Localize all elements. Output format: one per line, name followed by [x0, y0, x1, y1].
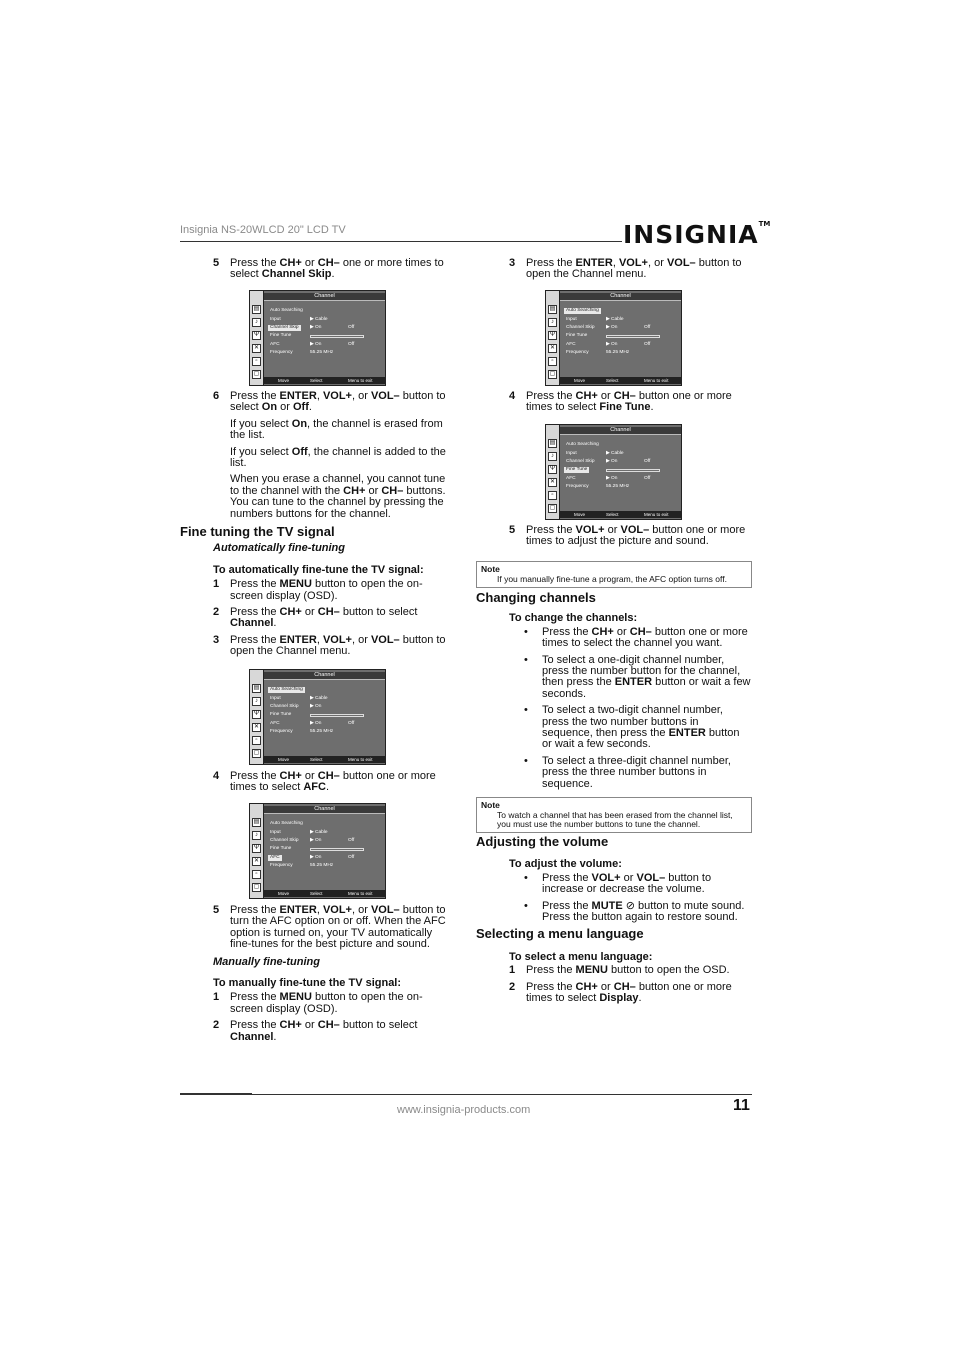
adjust-volume-list [476, 873, 752, 924]
note-fine-tune-afc: Note If you manually fine-tune a program, the AFC option turns off. [476, 561, 752, 588]
heading-fine-tuning: Fine tuning the TV signal [180, 524, 335, 539]
insignia-logo: INSIGNIA™ [623, 220, 771, 249]
right-step-5: 5 Press the VOL+ or VOL– button one or more times to adjust the picture and sound. [509, 524, 746, 548]
osd-channel-menu-auto: ▤ ♪ Ψ ✕ ▫ ▢ Channel Auto Searching Input ▶ Cable Channel Skip ▶ On Fine Tune AFC ▶ On Off Frequency 55.25 MHz Move Select Menu to exit [249, 669, 386, 765]
antenna-icon: Ψ [549, 466, 555, 472]
procedure-manual-fine-tune: To manually fine-tune the TV signal: [213, 977, 402, 990]
right-column-a [509, 258, 752, 286]
left-column-e [213, 905, 455, 1048]
right-step-3: 3 Press the ENTER, VOL+, or VOL– button to open the Channel menu. [509, 257, 742, 281]
manual-step-2: 2 Press the CH+ or CH– button to select Channel. [213, 1019, 418, 1043]
lang-step-1: 1 Press the MENU button to open the OSD. [509, 964, 730, 977]
display-icon: ▢ [253, 371, 260, 377]
osd-icon-strip [250, 670, 264, 764]
lock-icon: ▫ [548, 357, 557, 366]
right-column-e [476, 836, 752, 1009]
left-column-d [213, 771, 455, 799]
picture-icon: ▤ [549, 306, 556, 312]
picture-icon: ▤ [253, 685, 260, 691]
paragraph-select-on: If you select On, the channel is erased from the list. [230, 417, 443, 442]
heading-changing-channels: Changing channels [476, 590, 596, 605]
page-number: 11 [733, 1097, 750, 1114]
paragraph-erase-note: When you erase a channel, you cannot tune to the channel with the CH+ or CH– buttons. You can tune to the channel by pressing the numbers buttons for the channel. [230, 473, 446, 520]
setup-icon: ✕ [549, 345, 556, 351]
note-erased-channel: Note To watch a channel that has been erased from the channel list, you must use the number buttons to tune the channel. [476, 797, 752, 833]
display-icon: ▢ [549, 371, 556, 377]
heading-manual-fine-tuning: Manually fine-tuning [213, 955, 320, 968]
right-column-c [509, 525, 752, 553]
list-item: • Press the MUTE ⊘ button to mute sound. Press the button again to restore sound. [524, 899, 745, 924]
left-column [213, 258, 455, 286]
manual-step-1: 1 Press the MENU button to open the on-screen display (OSD). [213, 991, 423, 1015]
osd-channel-menu-afc: ▤ ♪ Ψ ✕ ▫ ▢ Channel Auto Searching Input ▶ Cable Channel Skip ▶ On Off Fine Tune AFC ▶ On Off Frequency 55.25 MHz Move Select Menu to exit [249, 803, 386, 899]
osd-channel-menu-skip: ▤ ♪ Ψ ✕ ▫ ▢ Channel Auto Searching Input ▶ Cable Channel Skip ▶ On Off Fine Tune AFC ▶ On Off Frequency 55.25 MHz Move Select Menu to exit [249, 290, 386, 386]
auto-step-2: 2 Press the CH+ or CH– button to select Channel. [213, 606, 418, 630]
list-item: • To select a one-digit channel number, press the number button for the channel, then press the ENTER button or wait a few seconds. [524, 653, 751, 700]
osd-title: Channel [264, 293, 385, 301]
right-step-4: 4 Press the CH+ or CH– button one or more times to select Fine Tune. [509, 390, 732, 414]
osd-title: Channel [264, 672, 385, 680]
sound-icon: ♪ [252, 318, 261, 327]
lock-icon: ▫ [548, 491, 557, 500]
footer-url: www.insignia-products.com [397, 1104, 531, 1116]
auto-step-1: 1 Press the MENU button to open the on-screen display (OSD). [213, 578, 423, 602]
step-6-select-on-off: 6 Press the ENTER, VOL+, or VOL– button to select On or Off. [213, 390, 446, 414]
antenna-icon: Ψ [253, 332, 259, 338]
antenna-icon: Ψ [253, 845, 259, 851]
procedure-adjust-volume: To adjust the volume: [509, 858, 622, 871]
osd-title: Channel [264, 806, 385, 814]
list-item: • Press the CH+ or CH– button one or more times to select the channel you want. [524, 625, 748, 650]
right-column-d [476, 592, 752, 795]
osd-icon-strip [546, 291, 560, 385]
display-icon: ▢ [549, 505, 556, 511]
osd-title: Channel [560, 293, 681, 301]
list-item: • To select a three-digit channel number, press the three number buttons in sequence. [524, 754, 731, 790]
lock-icon: ▫ [252, 357, 261, 366]
auto-step-5: 5 Press the ENTER, VOL+, or VOL– button to turn the AFC option on or off. When the AFC option is turned on, your TV automatically fine-tunes for the best picture and sound. [213, 904, 446, 951]
left-column-c [180, 526, 455, 663]
sound-icon: ♪ [548, 318, 557, 327]
procedure-change-channels: To change the channels: [509, 612, 638, 625]
picture-icon: ▤ [253, 819, 260, 825]
osd-icon-strip [250, 804, 264, 898]
osd-icon-strip [546, 425, 560, 519]
sound-icon: ♪ [252, 697, 261, 706]
list-item: • To select a two-digit channel number, press the two number buttons in sequence, then press the ENTER button or wait a few seconds. [524, 704, 740, 751]
picture-icon: ▤ [549, 440, 556, 446]
lock-icon: ▫ [252, 870, 261, 879]
procedure-menu-language: To select a menu language: [509, 950, 653, 963]
antenna-icon: Ψ [253, 711, 259, 717]
running-header: Insignia NS-20WLCD 20" LCD TV [180, 224, 346, 236]
paragraph-select-off: If you select Off, the channel is added to the list. [230, 445, 446, 470]
setup-icon: ✕ [253, 858, 260, 864]
auto-step-4: 4 Press the CH+ or CH– button one or more times to select AFC. [213, 770, 436, 794]
heading-adjusting-volume: Adjusting the volume [476, 834, 609, 849]
osd-icon-strip [250, 291, 264, 385]
lang-step-2: 2 Press the CH+ or CH– button one or more times to select Display. [509, 980, 732, 1005]
display-icon: ▢ [253, 884, 260, 890]
osd-channel-menu-fine-tune: ▤ ♪ Ψ ✕ ▫ ▢ Channel Auto Searching Input ▶ Cable Channel Skip ▶ On Off Fine Tune AFC ▶ On Off Frequency 55.25 MHz Move Select Menu to exit [545, 424, 682, 520]
step-5-channel-skip: 5 Press the CH+ or CH– one or more times to select Channel Skip. [213, 257, 444, 281]
osd-channel-menu-right-1: ▤ ♪ Ψ ✕ ▫ ▢ Channel Auto Searching Input ▶ Cable Channel Skip ▶ On Off Fine Tune AFC ▶ On Off Frequency 55.25 MHz Move Select Menu to exit [545, 290, 682, 386]
left-column-b [213, 391, 455, 525]
list-item: • Press the VOL+ or VOL– button to increase or decrease the volume. [524, 871, 712, 896]
heading-menu-language: Selecting a menu language [476, 926, 644, 942]
antenna-icon: Ψ [549, 332, 555, 338]
procedure-auto-fine-tune: To automatically fine-tune the TV signal: [213, 563, 424, 576]
setup-icon: ✕ [253, 345, 260, 351]
header-rule [180, 241, 622, 242]
change-channels-list [476, 627, 752, 790]
heading-auto-fine-tuning: Automatically fine-tuning [213, 542, 345, 555]
sound-icon: ♪ [252, 831, 261, 840]
sound-icon: ♪ [548, 452, 557, 461]
osd-title: Channel [560, 427, 681, 435]
setup-icon: ✕ [549, 479, 556, 485]
display-icon: ▢ [253, 750, 260, 756]
picture-icon: ▤ [253, 306, 260, 312]
footer-rule [180, 1094, 752, 1095]
right-column-b [509, 391, 752, 419]
auto-step-3: 3 Press the ENTER, VOL+, or VOL– button to open the Channel menu. [213, 633, 446, 658]
lock-icon: ▫ [252, 736, 261, 745]
setup-icon: ✕ [253, 724, 260, 730]
